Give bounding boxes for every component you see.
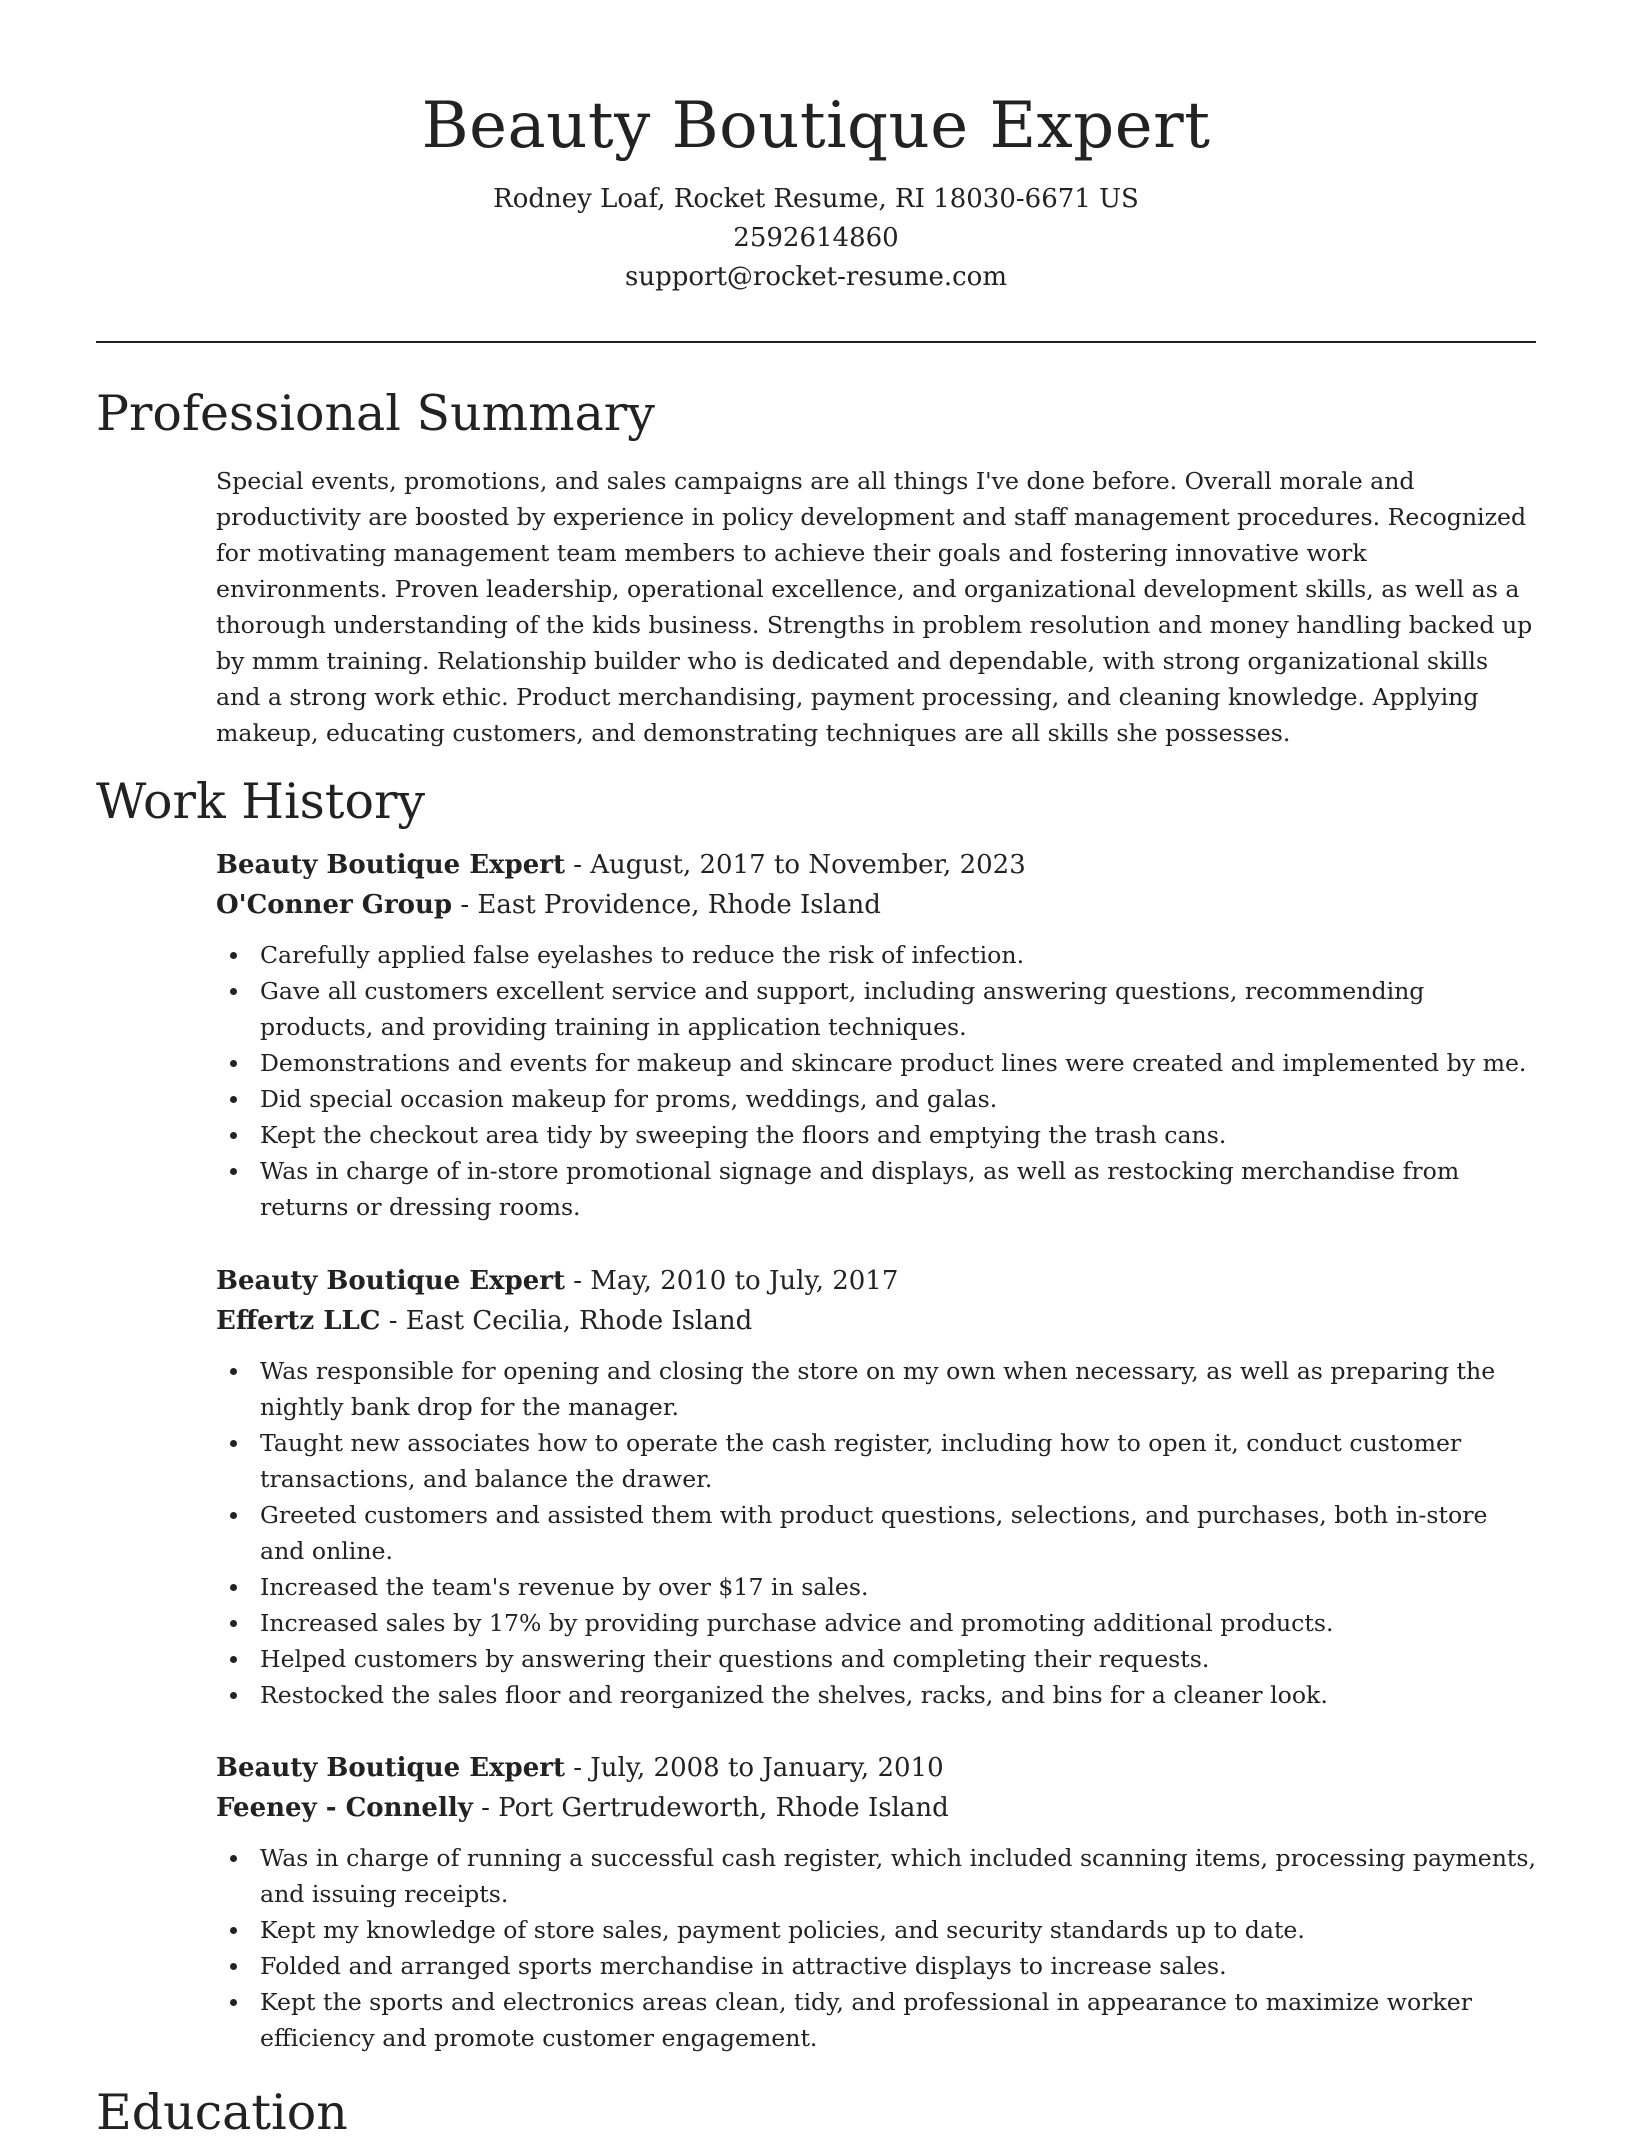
list-item: Kept the checkout area tidy by sweeping the floors and emptying the trash cans. <box>260 1117 1536 1153</box>
list-item: Kept the sports and electronics areas clean, tidy, and professional in appearance to maximize worker efficiency and promote customer engagement. <box>260 1984 1536 2056</box>
contact-info <box>0 180 1632 297</box>
list-item: Was in charge of in-store promotional signage and displays, as well as restocking merchandise from returns or dressing rooms. <box>260 1153 1536 1225</box>
list-item: Carefully applied false eyelashes to reduce the risk of infection. <box>260 937 1536 973</box>
list-item: Kept my knowledge of store sales, payment policies, and security standards up to date. <box>260 1912 1536 1948</box>
job-title-line <box>216 1748 1536 1788</box>
job-location: - Port Gertrudeworth, Rhode Island <box>472 1793 949 1823</box>
job-entry-1 <box>216 845 1536 1225</box>
list-item: Taught new associates how to operate the cash register, including how to open it, conduct customer transactions, and balance the drawer. <box>260 1425 1536 1497</box>
list-item: Folded and arranged sports merchandise in attractive displays to increase sales. <box>260 1948 1536 1984</box>
job-title-line <box>216 1261 1536 1301</box>
section-title-professional-summary: Professional Summary <box>96 385 655 442</box>
job-bullets <box>216 1353 1536 1713</box>
list-item: Increased sales by 17% by providing purchase advice and promoting additional products. <box>260 1605 1536 1641</box>
job-bullets <box>216 1840 1536 2056</box>
list-item: Demonstrations and events for makeup and skincare product lines were created and implemented by me. <box>260 1045 1536 1081</box>
job-entry-3 <box>216 1748 1536 2056</box>
list-item: Restocked the sales floor and reorganized the shelves, racks, and bins for a cleaner look. <box>260 1677 1536 1713</box>
professional-summary-text: Special events, promotions, and sales campaigns are all things I've done before. Overall morale and productivity are boosted by experience in policy development and staff management procedures. Recognized for motivating management team members to achieve their goals and fostering innovative work environments. Proven leadership, operational excellence, and organizational development skills, as well as a thorough understanding of the kids business. Strengths in problem resolution and money handling backed up by mmm training. Relationship builder who is dedicated and dependable, with strong organizational skills and a strong work ethic. Product merchandising, payment processing, and cleaning knowledge. Applying makeup, educating customers, and demonstrating techniques are all skills she possesses. <box>216 467 1533 747</box>
job-company: Feeney - Connelly <box>216 1793 473 1823</box>
list-item: Greeted customers and assisted them with product questions, selections, and purchases, both in-store and online. <box>260 1497 1536 1569</box>
job-role: Beauty Boutique Expert <box>216 1753 565 1783</box>
job-dates: - August, 2017 to November, 2023 <box>564 850 1026 880</box>
list-item: Increased the team's revenue by over $17 in sales. <box>260 1569 1536 1605</box>
job-company-line <box>216 1788 1536 1828</box>
job-role: Beauty Boutique Expert <box>216 850 565 880</box>
job-dates: - July, 2008 to January, 2010 <box>564 1753 944 1783</box>
job-company: Effertz LLC <box>216 1306 381 1336</box>
candidate-title: Beauty Boutique Expert <box>421 89 1211 163</box>
job-dates: - May, 2010 to July, 2017 <box>564 1266 899 1296</box>
job-location: - East Providence, Rhode Island <box>452 890 881 920</box>
job-role: Beauty Boutique Expert <box>216 1266 565 1296</box>
header-divider <box>96 341 1536 343</box>
job-location: - East Cecilia, Rhode Island <box>380 1306 753 1336</box>
job-company: O'Conner Group <box>216 890 453 920</box>
list-item: Helped customers by answering their questions and completing their requests. <box>260 1641 1536 1677</box>
job-bullets <box>216 937 1536 1225</box>
list-item: Was responsible for opening and closing the store on my own when necessary, as well as preparing the nightly bank drop for the manager. <box>260 1353 1536 1425</box>
contact-email: support@rocket-resume.com <box>624 262 1007 292</box>
job-entry-2 <box>216 1261 1536 1713</box>
resume-header <box>0 0 1632 297</box>
list-item: Did special occasion makeup for proms, weddings, and galas. <box>260 1081 1536 1117</box>
job-company-line <box>216 1301 1536 1341</box>
section-title-work-history: Work History <box>96 773 426 830</box>
contact-address: Rodney Loaf, Rocket Resume, RI 18030-6671 US <box>493 184 1139 214</box>
job-company-line <box>216 885 1536 925</box>
list-item: Gave all customers excellent service and support, including answering questions, recommending products, and providing training in application techniques. <box>260 973 1536 1045</box>
list-item: Was in charge of running a successful cash register, which included scanning items, processing payments, and issuing receipts. <box>260 1840 1536 1912</box>
section-title-education: Education <box>96 2084 348 2141</box>
job-title-line <box>216 845 1536 885</box>
contact-phone: 2592614860 <box>733 223 899 253</box>
